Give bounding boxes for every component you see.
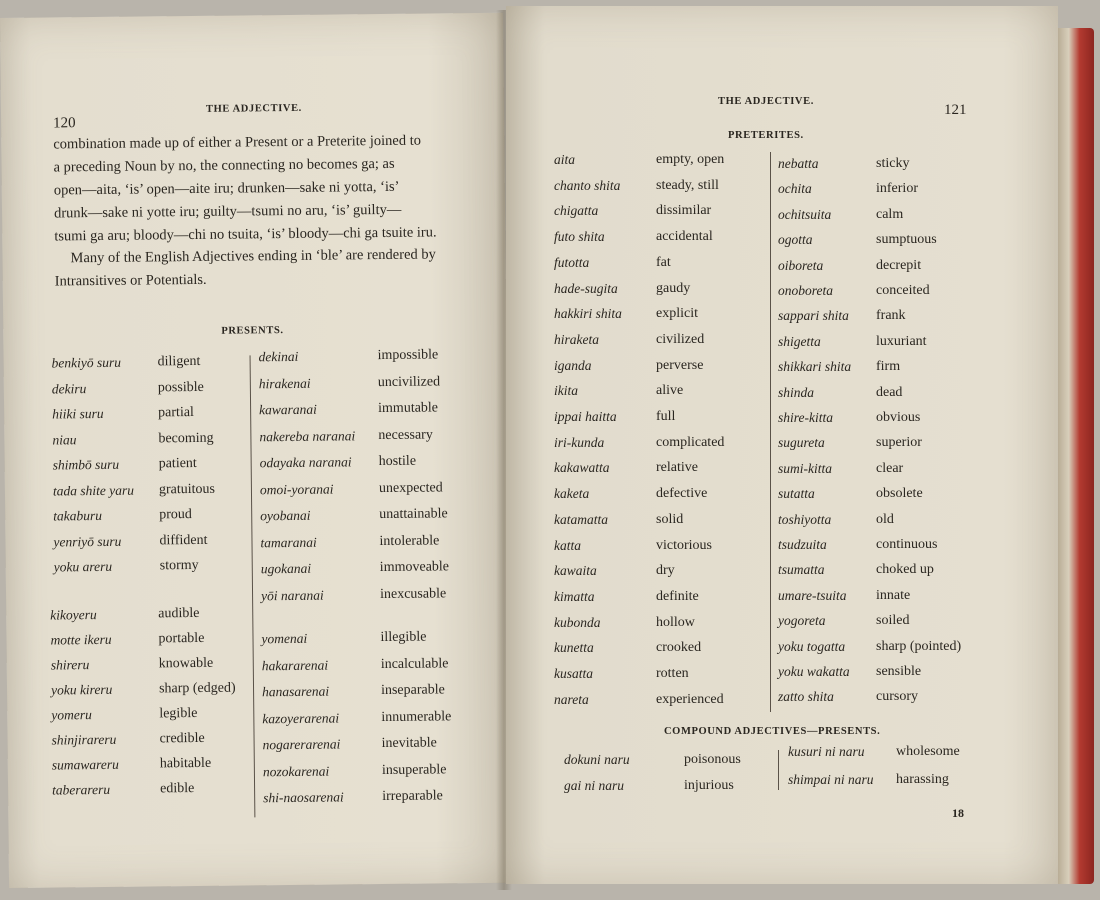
japanese-term: kunetta	[554, 640, 594, 656]
japanese-term: shinda	[778, 384, 815, 400]
japanese-term: dekinai	[258, 348, 299, 365]
english-meaning: dissimilar	[656, 203, 712, 219]
english-meaning: inevitable	[381, 735, 437, 752]
japanese-term: tada shite yaru	[52, 482, 135, 498]
english-meaning: possible	[157, 379, 204, 395]
english-meaning: relative	[656, 460, 698, 476]
english-meaning: sticky	[876, 156, 910, 171]
english-meaning: insuperable	[381, 761, 447, 778]
japanese-term: katamatta	[554, 511, 608, 527]
english-meaning: full	[656, 409, 676, 424]
japanese-term: benkiyō suru	[51, 354, 122, 371]
japanese-term: oiboreta	[778, 257, 824, 273]
english-meaning: gaudy	[656, 280, 691, 296]
presents-heading: PRESENTS.	[221, 325, 284, 337]
japanese-term: sutatta	[778, 486, 815, 502]
english-meaning: innumerable	[381, 708, 452, 725]
english-meaning: soiled	[876, 613, 910, 629]
japanese-term: sumawareru	[51, 756, 119, 773]
english-meaning: inexcusable	[379, 585, 447, 602]
english-meaning: diffident	[159, 532, 208, 548]
column-divider	[778, 750, 779, 790]
japanese-term: ogotta	[778, 232, 813, 248]
japanese-term: kusatta	[554, 666, 593, 681]
japanese-term: yōi naranai	[260, 587, 324, 603]
japanese-term: ochita	[778, 181, 812, 197]
japanese-term: ikita	[554, 383, 578, 399]
english-meaning: cursory	[876, 689, 918, 705]
english-meaning: stormy	[159, 557, 199, 574]
japanese-term: nogarerarenai	[262, 736, 341, 753]
japanese-term: umare-tsuita	[778, 587, 847, 603]
english-meaning: harassing	[896, 772, 949, 787]
english-meaning: superior	[876, 435, 922, 451]
japanese-term: onoboreta	[778, 283, 833, 298]
english-meaning: wholesome	[896, 744, 960, 759]
english-meaning: empty, open	[656, 152, 725, 167]
english-meaning: continuous	[876, 537, 938, 552]
english-meaning: complicated	[656, 434, 725, 450]
english-meaning: intolerable	[379, 532, 440, 549]
paragraph-line: Intransitives or Potentials.	[54, 271, 207, 290]
potentials-column-2	[0, 13, 503, 18]
english-meaning: audible	[158, 605, 200, 622]
english-meaning: impossible	[377, 347, 439, 364]
japanese-term: shimbō suru	[52, 456, 120, 473]
japanese-term: takaburu	[53, 507, 103, 524]
english-meaning: poisonous	[684, 752, 741, 767]
english-meaning: unexpected	[378, 479, 443, 496]
english-meaning: sharp (edged)	[158, 680, 236, 697]
japanese-term: omoi-yoranai	[259, 481, 334, 497]
english-meaning: innate	[876, 587, 911, 603]
english-meaning: alive	[656, 383, 684, 399]
preterites-heading: PRETERITES.	[728, 130, 804, 141]
japanese-term: oyobanai	[260, 507, 311, 524]
japanese-term: yoku wakatta	[778, 664, 850, 679]
japanese-term: dekiru	[51, 380, 87, 396]
english-meaning: legible	[159, 705, 198, 722]
japanese-term: sumi-kitta	[778, 460, 832, 476]
japanese-term: yoku kireru	[50, 681, 113, 698]
english-meaning: injurious	[684, 778, 734, 793]
japanese-term: taberareru	[52, 781, 111, 798]
japanese-term: shi-naosarenai	[263, 789, 344, 806]
japanese-term: gai ni naru	[564, 778, 625, 793]
english-meaning: obvious	[876, 410, 921, 425]
english-meaning: decrepit	[876, 257, 922, 273]
japanese-term: nakereba naranai	[259, 427, 356, 444]
japanese-term: kubonda	[554, 614, 601, 630]
japanese-term: aita	[554, 152, 576, 167]
paragraph-line: combination made up of either a Present or a Preterite joined to	[53, 132, 422, 153]
english-meaning: frank	[876, 308, 906, 324]
english-meaning: choked up	[876, 562, 934, 578]
japanese-term: hirakenai	[258, 375, 311, 391]
english-meaning: diligent	[157, 353, 201, 370]
japanese-term: ochitsuita	[778, 206, 832, 222]
japanese-term: dokuni naru	[564, 752, 630, 767]
japanese-term: hakkiri shita	[554, 306, 622, 322]
left-page	[0, 13, 512, 888]
presents-column-2	[0, 13, 503, 18]
japanese-term: shimpai ni naru	[788, 772, 874, 787]
japanese-term: hanasarenai	[261, 683, 330, 700]
english-meaning: obsolete	[876, 486, 923, 502]
column-divider	[770, 152, 771, 712]
japanese-term: ippai haitta	[554, 409, 617, 424]
english-meaning: accidental	[656, 229, 713, 245]
signature-mark: 18	[952, 806, 964, 820]
english-meaning: incalculable	[380, 655, 449, 672]
english-meaning: firm	[876, 359, 901, 375]
japanese-term: ugokanai	[260, 560, 312, 577]
japanese-term: yomeru	[51, 707, 92, 723]
english-meaning: steady, still	[656, 177, 719, 193]
japanese-term: motte ikeru	[50, 631, 112, 648]
english-meaning: definite	[656, 588, 699, 604]
japanese-term: zatto shita	[778, 689, 834, 705]
japanese-term: iganda	[554, 357, 592, 373]
english-meaning: becoming	[158, 430, 214, 446]
japanese-term: kimatta	[554, 588, 595, 604]
english-meaning: unattainable	[379, 506, 448, 523]
japanese-term: nebatta	[778, 156, 819, 171]
japanese-term: kikoyeru	[50, 607, 97, 623]
japanese-term: odayaka naranai	[259, 454, 352, 471]
japanese-term: toshiyotta	[778, 511, 832, 527]
english-meaning: proud	[159, 507, 192, 523]
compound-heading: COMPOUND ADJECTIVES—PRESENTS.	[664, 726, 881, 737]
paragraph-line: drunk—sake ni yotte iru; guilty—tsumi no aru, ‘is’ guilty—	[53, 201, 402, 222]
potentials-column-1	[0, 13, 503, 18]
english-meaning: victorious	[656, 537, 712, 553]
english-meaning: civilized	[656, 331, 705, 347]
japanese-term: hiraketa	[554, 331, 599, 347]
japanese-term: nareta	[554, 691, 589, 707]
japanese-term: chigatta	[554, 203, 599, 219]
english-meaning: dry	[656, 563, 675, 579]
japanese-term: iri-kunda	[554, 434, 605, 450]
page-number-right: 121	[944, 102, 967, 118]
japanese-term: tsudzuita	[778, 537, 827, 552]
english-meaning: conceited	[876, 283, 930, 298]
japanese-term: yoku togatta	[778, 638, 846, 654]
japanese-term: sappari shita	[778, 308, 849, 324]
english-meaning: inferior	[876, 181, 918, 197]
english-meaning: perverse	[656, 357, 704, 373]
japanese-term: yoku areru	[53, 558, 113, 575]
english-meaning: experienced	[656, 691, 724, 707]
english-meaning: clear	[876, 460, 904, 476]
english-meaning: calm	[876, 206, 904, 222]
japanese-term: kusuri ni naru	[788, 744, 865, 759]
english-meaning: fat	[656, 254, 671, 270]
english-meaning: habitable	[159, 755, 212, 772]
right-page	[506, 6, 1058, 884]
japanese-term: shireru	[50, 657, 90, 673]
english-meaning: knowable	[158, 655, 214, 672]
japanese-term: kaketa	[554, 486, 590, 502]
english-meaning: illegible	[380, 629, 427, 646]
japanese-term: kawaranai	[259, 401, 317, 418]
japanese-term: hakararenai	[261, 657, 329, 673]
running-head-left: THE ADJECTIVE.	[205, 102, 302, 115]
english-meaning: sensible	[876, 664, 922, 679]
english-meaning: crooked	[656, 640, 702, 656]
paragraph-line: Many of the English Adjectives ending in ‘ble’ are rendered by	[70, 246, 436, 267]
english-meaning: gratuitous	[158, 481, 216, 497]
japanese-term: kawaita	[554, 563, 597, 579]
paragraph-line: a preceding Noun by no, the connecting no becomes ga; as	[53, 155, 395, 176]
japanese-term: nozokarenai	[262, 763, 330, 779]
japanese-term: shinjirareru	[51, 731, 117, 748]
japanese-term: yogoreta	[778, 613, 826, 629]
english-meaning: sharp (pointed)	[876, 638, 962, 654]
presents-column-1	[0, 13, 503, 18]
english-meaning: solid	[656, 511, 684, 527]
japanese-term: niau	[52, 431, 77, 447]
english-meaning: inseparable	[380, 682, 445, 699]
japanese-term: sugureta	[778, 435, 825, 451]
english-meaning: irreparable	[382, 788, 443, 805]
running-head-right: THE ADJECTIVE.	[718, 96, 814, 107]
english-meaning: luxuriant	[876, 333, 927, 349]
japanese-term: futotta	[554, 254, 590, 270]
english-meaning: dead	[876, 384, 903, 400]
english-meaning: immutable	[378, 400, 439, 417]
english-meaning: old	[876, 511, 894, 527]
japanese-term: hiiki suru	[52, 405, 104, 422]
english-meaning: explicit	[656, 306, 698, 322]
japanese-term: chanto shita	[554, 177, 621, 193]
paragraph-line: tsumi ga aru; bloody—chi no tsuita, ‘is’ bloody—chi ga tsuite iru.	[54, 224, 437, 245]
japanese-term: yomenai	[261, 630, 308, 647]
english-meaning: portable	[158, 630, 205, 647]
japanese-term: katta	[554, 537, 581, 553]
japanese-term: tsumatta	[778, 562, 825, 578]
english-meaning: partial	[158, 404, 194, 421]
japanese-term: yenriyō suru	[53, 533, 122, 549]
book-cover-edge	[1058, 28, 1094, 884]
japanese-term: kazoyerarenai	[262, 709, 340, 726]
paragraph-1	[53, 129, 437, 248]
english-meaning: necessary	[378, 426, 433, 443]
japanese-term: futo shita	[554, 229, 605, 245]
english-meaning: uncivilized	[377, 373, 441, 390]
english-meaning: patient	[158, 455, 197, 472]
japanese-term: hade-sugita	[554, 280, 618, 296]
english-meaning: immoveable	[379, 559, 450, 576]
english-meaning: defective	[656, 486, 708, 502]
japanese-term: shikkari shita	[778, 359, 852, 375]
english-meaning: edible	[160, 781, 195, 797]
column-divider	[250, 355, 256, 817]
japanese-term: tamaranai	[260, 534, 317, 550]
english-meaning: sumptuous	[876, 232, 937, 248]
english-meaning: rotten	[656, 666, 689, 681]
english-meaning: hostile	[378, 453, 417, 470]
japanese-term: shigetta	[778, 333, 821, 349]
japanese-term: kakawatta	[554, 460, 610, 476]
paragraph-2	[54, 243, 436, 293]
english-meaning: credible	[159, 730, 205, 747]
page-number-left: 120	[53, 115, 76, 132]
paragraph-line: open—aita, ‘is’ open—aite iru; drunken—sake ni yotta, ‘is’	[53, 178, 400, 199]
japanese-term: shire-kitta	[778, 410, 833, 425]
english-meaning: hollow	[656, 614, 695, 630]
